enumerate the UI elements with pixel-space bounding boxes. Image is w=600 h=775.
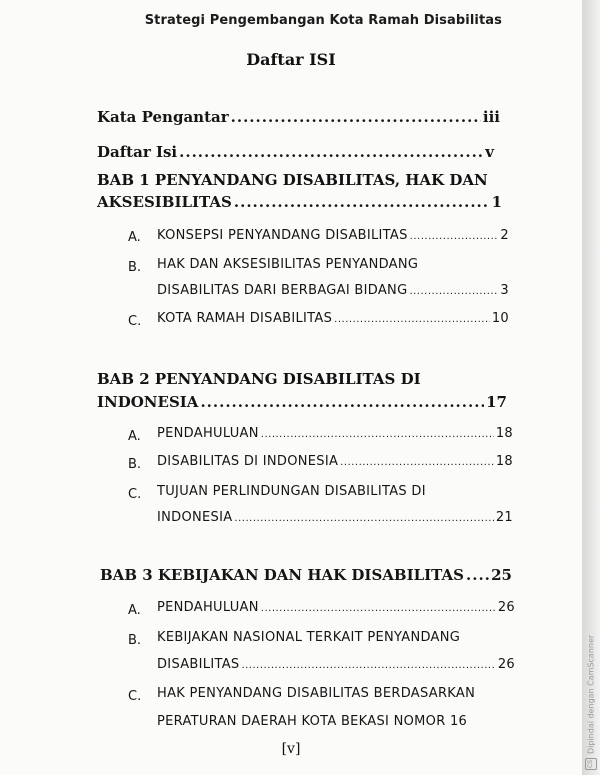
dot-leader [466,566,489,584]
toc-entry-bab3-a[interactable] [157,600,515,615]
dot-leader [409,286,498,297]
item-letter: C. [128,487,142,502]
toc-entry-bab1-b[interactable] [157,283,509,298]
entry-label: PENDAHULUAN [157,426,259,441]
dot-leader [410,231,499,242]
toc-entry-bab1-a[interactable] [157,228,509,243]
entry-page: 26 [497,600,515,615]
toc-entry-bab3-b-line1[interactable]: KEBIJAKAN NASIONAL TERKAIT PENYANDANG [157,630,461,645]
entry-page: 17 [486,393,507,411]
toc-entry-bab2-b[interactable] [157,454,513,469]
entry-label: AKSESIBILITAS [97,193,232,211]
item-letter: B. [128,260,142,275]
entry-label: BAB 3 KEBIJAKAN DAN HAK DISABILITAS [100,566,464,584]
dot-leader [231,108,481,126]
entry-label: Daftar Isi [97,143,178,161]
item-letter: A. [128,603,141,618]
item-letter: C. [128,689,142,704]
entry-page: 26 [497,657,515,672]
entry-page: 10 [491,311,509,326]
entry-label: PENDAHULUAN [157,600,259,615]
entry-page: 21 [495,510,513,525]
dot-leader [234,193,490,211]
toc-entry-bab1[interactable] [97,193,502,211]
dot-leader [234,513,493,524]
entry-label: INDONESIA [97,393,199,411]
dot-leader [334,314,490,325]
entry-page: iii [482,108,500,126]
scanner-watermark [584,600,598,770]
entry-page: 3 [500,283,509,298]
toc-entry-daftar-isi[interactable] [97,143,494,161]
toc-entry-bab3-c-line2[interactable]: PERATURAN DAERAH KOTA BEKASI NOMOR 16 [157,714,468,729]
toc-entry-bab1-c[interactable] [157,311,509,326]
item-letter: A. [128,429,141,444]
item-letter: C. [128,314,142,329]
running-head: Strategi Pengembangan Kota Ramah Disabilitas [144,13,502,28]
entry-label: KONSEPSI PENYANDANG DISABILITAS [157,228,408,243]
camscanner-icon: CS [585,758,597,770]
dot-leader [261,429,494,440]
entry-page: 18 [495,454,513,469]
page-number-footer: [v] [281,741,301,757]
entry-page: 25 [491,566,512,584]
toc-entry-bab3-b[interactable] [157,657,515,672]
toc-entry-bab2[interactable] [97,393,507,411]
entry-label: DISABILITAS [157,657,240,672]
entry-page: 1 [491,193,502,211]
entry-page: v [485,143,494,161]
dot-leader [200,393,484,411]
entry-page: 18 [495,426,513,441]
toc-entry-bab3-c-line1[interactable]: HAK PENYANDANG DISABILITAS BERDASARKAN [157,686,476,701]
entry-label: INDONESIA [157,510,233,525]
dot-leader [340,457,494,468]
item-letter: B. [128,457,142,472]
toc-entry-bab2-a[interactable] [157,426,513,441]
entry-label: DISABILITAS DARI BERBAGAI BIDANG [157,283,408,298]
entry-label: KOTA RAMAH DISABILITAS [157,311,333,326]
item-letter: B. [128,633,142,648]
dot-leader [179,143,483,161]
bab1-title-line1[interactable]: BAB 1 PENYANDANG DISABILITAS, HAK DAN [97,171,488,189]
toc-entry-bab2-c-line1[interactable]: TUJUAN PERLINDUNGAN DISABILITAS DI [157,484,426,499]
bab2-title-line1[interactable]: BAB 2 PENYANDANG DISABILITAS DI [97,370,421,388]
entry-label: Kata Pengantar [97,108,229,126]
entry-page: 2 [500,228,509,243]
toc-entry-bab3[interactable] [100,566,512,584]
toc-entry-bab1-b-line1[interactable]: HAK DAN AKSESIBILITAS PENYANDANG [157,257,419,272]
toc-entry-bab2-c[interactable] [157,510,513,525]
dot-leader [241,660,495,671]
entry-label: DISABILITAS DI INDONESIA [157,454,339,469]
toc-title: Daftar ISI [246,50,336,69]
dot-leader [261,603,496,614]
item-letter: A. [128,230,141,245]
toc-entry-kata-pengantar[interactable] [97,108,500,126]
watermark-text: Dipindai dengan CamScanner [586,634,596,754]
